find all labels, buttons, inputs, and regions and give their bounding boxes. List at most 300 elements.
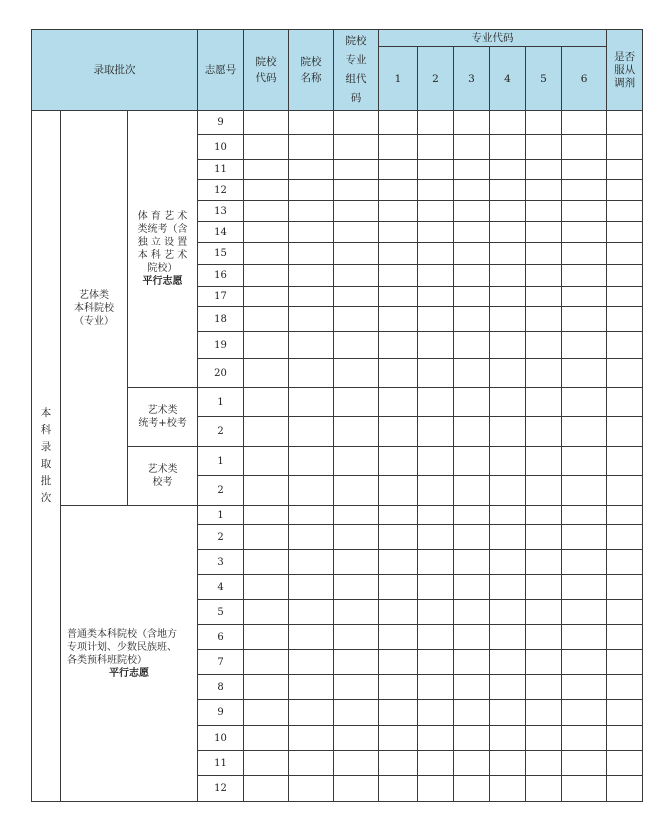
major-code-6-cell[interactable]	[562, 751, 607, 776]
school-name-cell[interactable]	[289, 359, 334, 388]
major-code-1-cell[interactable]	[379, 726, 418, 751]
adjust-cell[interactable]	[607, 600, 643, 625]
major-code-3-cell[interactable]	[454, 650, 490, 675]
school-code-cell[interactable]	[244, 550, 289, 575]
major-group-code-cell[interactable]	[334, 776, 379, 802]
volunteer-form-table	[31, 29, 643, 802]
adjust-cell[interactable]	[607, 476, 643, 506]
school-name-cell[interactable]	[289, 265, 334, 287]
major-code-2-cell[interactable]	[418, 776, 454, 802]
adjust-cell[interactable]	[607, 525, 643, 550]
adjust-cell[interactable]	[607, 307, 643, 332]
school-code-cell[interactable]	[244, 201, 289, 222]
major-code-1-cell[interactable]	[379, 650, 418, 675]
major-code-3-cell[interactable]	[454, 111, 490, 135]
major-code-1-cell[interactable]	[379, 525, 418, 550]
major-code-3-cell[interactable]	[454, 600, 490, 625]
school-name-cell[interactable]	[289, 307, 334, 332]
major-code-6-cell[interactable]	[562, 160, 607, 180]
major-code-5-cell[interactable]	[526, 600, 562, 625]
major-code-1-cell[interactable]	[379, 160, 418, 180]
school-name-cell[interactable]	[289, 135, 334, 160]
major-group-code-cell[interactable]	[334, 135, 379, 160]
major-code-5-cell[interactable]	[526, 359, 562, 388]
major-group-code-cell[interactable]	[334, 180, 379, 201]
adjust-cell[interactable]	[607, 506, 643, 525]
adjust-cell[interactable]	[607, 776, 643, 802]
school-name-cell[interactable]	[289, 700, 334, 726]
major-code-6-cell[interactable]	[562, 447, 607, 476]
adjust-cell[interactable]	[607, 160, 643, 180]
major-group-code-cell[interactable]	[334, 650, 379, 675]
major-code-1-cell[interactable]	[379, 359, 418, 388]
major-code-5-cell[interactable]	[526, 243, 562, 265]
major-code-2-cell[interactable]	[418, 650, 454, 675]
adjust-cell[interactable]	[607, 388, 643, 417]
school-name-cell[interactable]	[289, 550, 334, 575]
school-code-cell[interactable]	[244, 650, 289, 675]
major-code-4-cell[interactable]	[490, 700, 526, 726]
major-code-1-cell[interactable]	[379, 550, 418, 575]
major-code-6-cell[interactable]	[562, 726, 607, 751]
major-code-5-cell[interactable]	[526, 417, 562, 447]
major-code-4-cell[interactable]	[490, 776, 526, 802]
major-code-3-cell[interactable]	[454, 776, 490, 802]
major-code-5-cell[interactable]	[526, 650, 562, 675]
adjust-cell[interactable]	[607, 675, 643, 700]
major-code-3-cell[interactable]	[454, 525, 490, 550]
major-group-code-cell[interactable]	[334, 160, 379, 180]
major-code-3-cell[interactable]	[454, 575, 490, 600]
major-code-2-cell[interactable]	[418, 417, 454, 447]
major-code-2-cell[interactable]	[418, 388, 454, 417]
major-code-4-cell[interactable]	[490, 726, 526, 751]
major-code-5-cell[interactable]	[526, 388, 562, 417]
major-code-6-cell[interactable]	[562, 201, 607, 222]
major-group-code-cell[interactable]	[334, 359, 379, 388]
major-code-1-cell[interactable]	[379, 476, 418, 506]
major-code-6-cell[interactable]	[562, 265, 607, 287]
school-name-cell[interactable]	[289, 388, 334, 417]
major-code-4-cell[interactable]	[490, 550, 526, 575]
major-code-1-cell[interactable]	[379, 625, 418, 650]
major-code-1-cell[interactable]	[379, 332, 418, 359]
major-code-6-cell[interactable]	[562, 135, 607, 160]
major-group-code-cell[interactable]	[334, 417, 379, 447]
major-code-5-cell[interactable]	[526, 332, 562, 359]
choice-number: 2	[198, 525, 244, 550]
major-code-1-cell[interactable]	[379, 751, 418, 776]
label-line: 本科院校	[74, 302, 114, 314]
major-code-6-cell[interactable]	[562, 476, 607, 506]
school-code-cell[interactable]	[244, 447, 289, 476]
major-code-3-cell[interactable]	[454, 417, 490, 447]
label-line: 院校）	[147, 263, 178, 274]
major-code-4-cell[interactable]	[490, 506, 526, 525]
major-group-code-cell[interactable]	[334, 265, 379, 287]
school-code-cell[interactable]	[244, 222, 289, 243]
school-name-cell[interactable]	[289, 776, 334, 802]
school-code-cell[interactable]	[244, 751, 289, 776]
major-code-5-cell[interactable]	[526, 201, 562, 222]
major-group-code-cell[interactable]	[334, 575, 379, 600]
major-code-1-cell[interactable]	[379, 222, 418, 243]
major-code-6-cell[interactable]	[562, 575, 607, 600]
major-code-1-cell[interactable]	[379, 265, 418, 287]
school-name-cell[interactable]	[289, 222, 334, 243]
major-group-code-cell[interactable]	[334, 332, 379, 359]
school-name-cell[interactable]	[289, 600, 334, 625]
major-code-2-cell[interactable]	[418, 180, 454, 201]
major-code-3-cell[interactable]	[454, 476, 490, 506]
major-code-5-cell[interactable]	[526, 625, 562, 650]
school-code-cell[interactable]	[244, 700, 289, 726]
major-code-1-cell[interactable]	[379, 776, 418, 802]
adjust-cell[interactable]	[607, 417, 643, 447]
major-code-2-cell[interactable]	[418, 243, 454, 265]
major-code-5-cell[interactable]	[526, 700, 562, 726]
school-name-cell[interactable]	[289, 417, 334, 447]
major-code-3-cell[interactable]	[454, 160, 490, 180]
major-code-4-cell[interactable]	[490, 575, 526, 600]
major-group-code-cell[interactable]	[334, 447, 379, 476]
major-code-6-cell[interactable]	[562, 287, 607, 307]
major-code-6-cell[interactable]	[562, 550, 607, 575]
school-code-cell[interactable]	[244, 726, 289, 751]
major-code-5-cell[interactable]	[526, 525, 562, 550]
school-code-cell[interactable]	[244, 776, 289, 802]
adjust-cell[interactable]	[607, 447, 643, 476]
adjust-cell[interactable]	[607, 332, 643, 359]
adjust-cell[interactable]	[607, 575, 643, 600]
major-code-6-cell[interactable]	[562, 111, 607, 135]
major-code-1-cell[interactable]	[379, 506, 418, 525]
major-code-1-cell[interactable]	[379, 201, 418, 222]
major-group-code-cell[interactable]	[334, 625, 379, 650]
major-code-5-cell[interactable]	[526, 575, 562, 600]
major-code-3-cell[interactable]	[454, 332, 490, 359]
major-code-1-cell[interactable]	[379, 180, 418, 201]
school-name-cell[interactable]	[289, 476, 334, 506]
major-code-4-cell[interactable]	[490, 265, 526, 287]
major-code-2-cell[interactable]	[418, 550, 454, 575]
major-code-6-cell[interactable]	[562, 776, 607, 802]
major-code-2-cell[interactable]	[418, 201, 454, 222]
major-code-3-cell[interactable]	[454, 180, 490, 201]
major-code-4-cell[interactable]	[490, 307, 526, 332]
major-code-3-cell[interactable]	[454, 447, 490, 476]
school-name-cell[interactable]	[289, 506, 334, 525]
major-code-6-cell[interactable]	[562, 417, 607, 447]
school-code-cell[interactable]	[244, 180, 289, 201]
school-code-cell[interactable]	[244, 417, 289, 447]
major-code-3-cell[interactable]	[454, 359, 490, 388]
label-line: 艺术类	[147, 464, 178, 475]
choice-number: 11	[198, 160, 244, 180]
major-code-5-cell[interactable]	[526, 111, 562, 135]
school-name-cell[interactable]	[289, 575, 334, 600]
major-code-5-cell[interactable]	[526, 160, 562, 180]
school-code-cell[interactable]	[244, 160, 289, 180]
major-code-6-cell[interactable]	[562, 332, 607, 359]
major-code-3-cell[interactable]	[454, 700, 490, 726]
adjust-cell[interactable]	[607, 625, 643, 650]
adjust-cell[interactable]	[607, 243, 643, 265]
major-code-4-cell[interactable]	[490, 476, 526, 506]
major-code-1-cell[interactable]	[379, 417, 418, 447]
choice-number: 1	[198, 447, 244, 476]
major-code-4-cell[interactable]	[490, 243, 526, 265]
major-code-3-cell[interactable]	[454, 135, 490, 160]
major-code-4-cell[interactable]	[490, 417, 526, 447]
major-code-4-cell[interactable]	[490, 287, 526, 307]
major-code-6-cell[interactable]	[562, 650, 607, 675]
school-code-cell[interactable]	[244, 332, 289, 359]
major-code-5-cell[interactable]	[526, 135, 562, 160]
school-code-cell[interactable]	[244, 287, 289, 307]
major-code-1-cell[interactable]	[379, 675, 418, 700]
major-code-5-cell[interactable]	[526, 287, 562, 307]
major-code-2-cell[interactable]	[418, 287, 454, 307]
major-group-code-cell[interactable]	[334, 550, 379, 575]
major-code-2-cell[interactable]	[418, 222, 454, 243]
major-code-4-cell[interactable]	[490, 135, 526, 160]
school-code-cell[interactable]	[244, 575, 289, 600]
major-code-5-cell[interactable]	[526, 447, 562, 476]
adjust-cell[interactable]	[607, 650, 643, 675]
school-code-cell[interactable]	[244, 359, 289, 388]
major-code-4-cell[interactable]	[490, 675, 526, 700]
major-code-2-cell[interactable]	[418, 135, 454, 160]
adjust-cell[interactable]	[607, 287, 643, 307]
major-code-2-cell[interactable]	[418, 307, 454, 332]
major-code-3-cell[interactable]	[454, 243, 490, 265]
major-group-code-cell[interactable]	[334, 287, 379, 307]
adjust-cell[interactable]	[607, 700, 643, 726]
adjust-cell[interactable]	[607, 135, 643, 160]
major-code-6-cell[interactable]	[562, 388, 607, 417]
major-group-code-cell[interactable]	[334, 700, 379, 726]
adjust-cell[interactable]	[607, 726, 643, 751]
major-code-1-cell[interactable]	[379, 243, 418, 265]
major-code-6-cell[interactable]	[562, 600, 607, 625]
major-code-1-cell[interactable]	[379, 135, 418, 160]
major-code-5-cell[interactable]	[526, 726, 562, 751]
major-code-2-cell[interactable]	[418, 332, 454, 359]
major-code-3-cell[interactable]	[454, 201, 490, 222]
adjust-cell[interactable]	[607, 265, 643, 287]
major-code-4-cell[interactable]	[490, 600, 526, 625]
major-code-3-cell[interactable]	[454, 388, 490, 417]
choice-number: 10	[198, 726, 244, 751]
major-code-4-cell[interactable]	[490, 222, 526, 243]
school-name-cell[interactable]	[289, 650, 334, 675]
major-code-2-cell[interactable]	[418, 675, 454, 700]
school-name-cell[interactable]	[289, 525, 334, 550]
major-group-code-cell[interactable]	[334, 201, 379, 222]
school-name-cell[interactable]	[289, 287, 334, 307]
label-line: 校考	[152, 477, 173, 488]
major-group-code-cell[interactable]	[334, 600, 379, 625]
header-school-code-line: 院校	[255, 56, 277, 68]
major-code-2-cell[interactable]	[418, 359, 454, 388]
major-group-code-cell[interactable]	[334, 243, 379, 265]
adjust-cell[interactable]	[607, 180, 643, 201]
major-code-3-cell[interactable]	[454, 550, 490, 575]
major-code-5-cell[interactable]	[526, 307, 562, 332]
major-group-code-cell[interactable]	[334, 476, 379, 506]
header-major-group-line: 专业	[345, 54, 367, 66]
major-code-3-cell[interactable]	[454, 675, 490, 700]
school-name-cell[interactable]	[289, 726, 334, 751]
adjust-cell[interactable]	[607, 751, 643, 776]
major-code-5-cell[interactable]	[526, 550, 562, 575]
major-code-4-cell[interactable]	[490, 447, 526, 476]
school-code-cell[interactable]	[244, 525, 289, 550]
major-code-1-cell[interactable]	[379, 388, 418, 417]
school-code-cell[interactable]	[244, 675, 289, 700]
major-code-2-cell[interactable]	[418, 506, 454, 525]
school-name-cell[interactable]	[289, 447, 334, 476]
major-group-code-cell[interactable]	[334, 751, 379, 776]
major-code-3-cell[interactable]	[454, 726, 490, 751]
school-name-cell[interactable]	[289, 201, 334, 222]
major-group-code-cell[interactable]	[334, 675, 379, 700]
major-code-5-cell[interactable]	[526, 776, 562, 802]
header-batch: 录取批次	[32, 30, 198, 111]
major-code-2-cell[interactable]	[418, 726, 454, 751]
major-code-2-cell[interactable]	[418, 160, 454, 180]
major-code-6-cell[interactable]	[562, 625, 607, 650]
major-code-3-cell[interactable]	[454, 625, 490, 650]
major-code-2-cell[interactable]	[418, 111, 454, 135]
major-group-code-cell[interactable]	[334, 726, 379, 751]
adjust-cell[interactable]	[607, 111, 643, 135]
school-code-cell[interactable]	[244, 265, 289, 287]
school-name-cell[interactable]	[289, 332, 334, 359]
major-code-2-cell[interactable]	[418, 751, 454, 776]
major-code-6-cell[interactable]	[562, 222, 607, 243]
major-code-4-cell[interactable]	[490, 751, 526, 776]
major-code-1-cell[interactable]	[379, 575, 418, 600]
major-code-4-cell[interactable]	[490, 650, 526, 675]
major-code-2-cell[interactable]	[418, 525, 454, 550]
header-major-code-col: 5	[526, 47, 562, 111]
school-code-cell[interactable]	[244, 307, 289, 332]
major-code-1-cell[interactable]	[379, 287, 418, 307]
major-code-5-cell[interactable]	[526, 265, 562, 287]
school-code-cell[interactable]	[244, 506, 289, 525]
school-code-cell[interactable]	[244, 243, 289, 265]
major-code-3-cell[interactable]	[454, 265, 490, 287]
major-code-6-cell[interactable]	[562, 243, 607, 265]
major-code-5-cell[interactable]	[526, 180, 562, 201]
major-group-code-cell[interactable]	[334, 111, 379, 135]
adjust-cell[interactable]	[607, 201, 643, 222]
school-name-cell[interactable]	[289, 243, 334, 265]
adjust-cell[interactable]	[607, 550, 643, 575]
major-code-6-cell[interactable]	[562, 359, 607, 388]
adjust-cell[interactable]	[607, 359, 643, 388]
major-code-4-cell[interactable]	[490, 332, 526, 359]
school-code-cell[interactable]	[244, 135, 289, 160]
major-code-5-cell[interactable]	[526, 751, 562, 776]
school-name-cell[interactable]	[289, 751, 334, 776]
major-code-2-cell[interactable]	[418, 476, 454, 506]
header-school-name-line: 院校	[300, 56, 322, 68]
major-code-4-cell[interactable]	[490, 180, 526, 201]
major-group-code-cell[interactable]	[334, 506, 379, 525]
major-group-code-cell[interactable]	[334, 307, 379, 332]
major-group-code-cell[interactable]	[334, 222, 379, 243]
major-code-6-cell[interactable]	[562, 525, 607, 550]
major-code-1-cell[interactable]	[379, 307, 418, 332]
major-code-4-cell[interactable]	[490, 388, 526, 417]
major-code-6-cell[interactable]	[562, 307, 607, 332]
school-code-cell[interactable]	[244, 625, 289, 650]
major-code-6-cell[interactable]	[562, 675, 607, 700]
major-code-4-cell[interactable]	[490, 201, 526, 222]
school-code-cell[interactable]	[244, 600, 289, 625]
header-adjust-line: 服从	[614, 63, 636, 76]
major-group-code-cell[interactable]	[334, 388, 379, 417]
major-code-3-cell[interactable]	[454, 751, 490, 776]
major-code-2-cell[interactable]	[418, 265, 454, 287]
major-code-5-cell[interactable]	[526, 506, 562, 525]
major-code-3-cell[interactable]	[454, 307, 490, 332]
major-code-6-cell[interactable]	[562, 506, 607, 525]
major-code-2-cell[interactable]	[418, 700, 454, 726]
major-code-2-cell[interactable]	[418, 600, 454, 625]
major-code-5-cell[interactable]	[526, 476, 562, 506]
school-name-cell[interactable]	[289, 160, 334, 180]
major-code-1-cell[interactable]	[379, 447, 418, 476]
school-code-cell[interactable]	[244, 388, 289, 417]
major-code-1-cell[interactable]	[379, 700, 418, 726]
header-major-group-line: 组代	[345, 73, 367, 85]
major-group-code-cell[interactable]	[334, 525, 379, 550]
major-code-2-cell[interactable]	[418, 575, 454, 600]
major-code-4-cell[interactable]	[490, 160, 526, 180]
major-code-2-cell[interactable]	[418, 625, 454, 650]
school-name-cell[interactable]	[289, 675, 334, 700]
major-code-2-cell[interactable]	[418, 447, 454, 476]
major-code-3-cell[interactable]	[454, 506, 490, 525]
major-code-4-cell[interactable]	[490, 111, 526, 135]
major-code-4-cell[interactable]	[490, 359, 526, 388]
major-code-3-cell[interactable]	[454, 222, 490, 243]
choice-number: 9	[198, 700, 244, 726]
school-code-cell[interactable]	[244, 111, 289, 135]
major-code-6-cell[interactable]	[562, 700, 607, 726]
label-line: 统考+校考	[138, 418, 187, 429]
major-code-3-cell[interactable]	[454, 287, 490, 307]
school-name-cell[interactable]	[289, 111, 334, 135]
major-code-5-cell[interactable]	[526, 222, 562, 243]
choice-number: 17	[198, 287, 244, 307]
school-name-cell[interactable]	[289, 180, 334, 201]
major-code-6-cell[interactable]	[562, 180, 607, 201]
major-code-1-cell[interactable]	[379, 111, 418, 135]
major-code-1-cell[interactable]	[379, 600, 418, 625]
choice-number: 10	[198, 135, 244, 160]
major-code-5-cell[interactable]	[526, 675, 562, 700]
adjust-cell[interactable]	[607, 222, 643, 243]
school-name-cell[interactable]	[289, 625, 334, 650]
major-code-4-cell[interactable]	[490, 525, 526, 550]
major-code-4-cell[interactable]	[490, 625, 526, 650]
school-code-cell[interactable]	[244, 476, 289, 506]
